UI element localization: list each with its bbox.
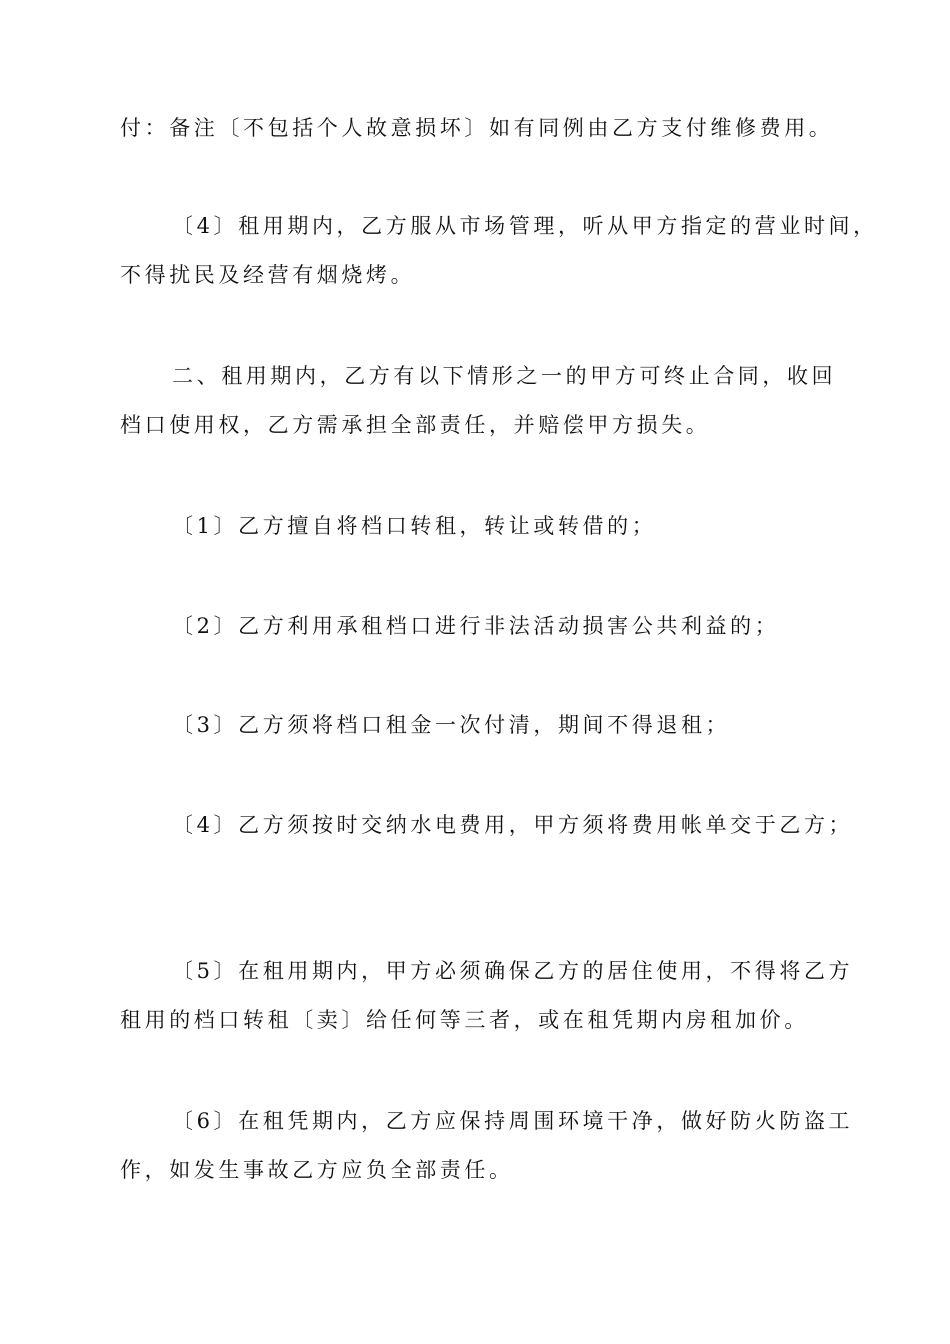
paragraph-line: 档口使用权，乙方需承担全部责任，并赔偿甲方损失。 bbox=[120, 413, 711, 437]
paragraph-line: 付：备注〔不包括个人故意损坏〕如有同例由乙方支付维修费用。 bbox=[120, 116, 834, 140]
paragraph-line: 〔6〕在租凭期内，乙方应保持周围环境干净，做好防火防盗工 bbox=[172, 1109, 854, 1133]
paragraph-line: 租用的档口转租〔卖〕给任何等三者，或在租凭期内房租加价。 bbox=[120, 1008, 809, 1032]
paragraph-line: 〔2〕乙方利用承租档口进行非法活动损害公共利益的； bbox=[172, 614, 780, 638]
paragraph-line: 不得扰民及经营有烟烧烤。 bbox=[120, 263, 416, 287]
paragraph-line: 二、租用期内，乙方有以下情形之一的甲方可终止合同，收回 bbox=[172, 364, 837, 388]
paragraph-line: 作，如发生事故乙方应负全部责任。 bbox=[120, 1158, 514, 1182]
paragraph-line: 〔4〕乙方须按时交纳水电费用，甲方须将费用帐单交于乙方； bbox=[172, 813, 854, 837]
paragraph-line: 〔5〕在租用期内，甲方必须确保乙方的居住使用，不得将乙方 bbox=[172, 959, 854, 983]
paragraph-line: 〔3〕乙方须将档口租金一次付清，期间不得退租； bbox=[172, 713, 731, 737]
paragraph-line: 〔4〕租用期内，乙方服从市场管理，听从甲方指定的营业时间， bbox=[172, 214, 878, 238]
paragraph-line: 〔1〕乙方擅自将档口转租，转让或转借的； bbox=[172, 514, 657, 538]
